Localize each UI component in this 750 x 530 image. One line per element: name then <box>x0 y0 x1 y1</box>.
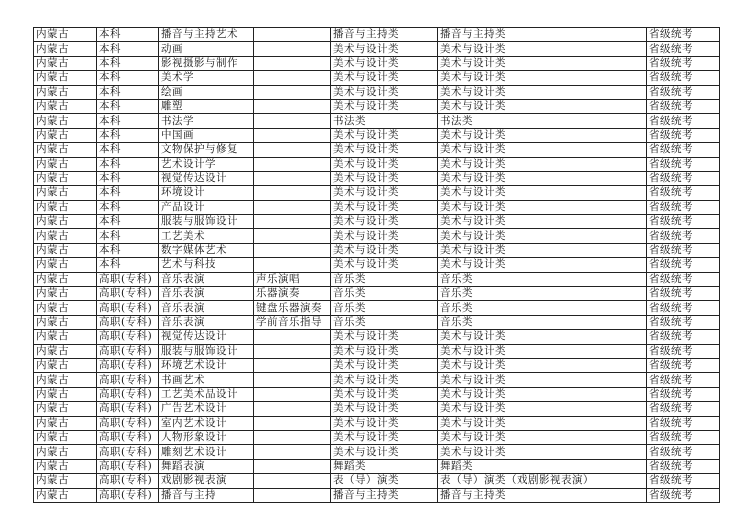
category-cell: 播音与主持类 <box>331 488 438 502</box>
level-cell: 高职(专科) <box>97 459 159 473</box>
level-cell: 高职(专科) <box>97 301 159 315</box>
major-cell: 服装与服饰设计 <box>159 215 254 229</box>
level-cell: 高职(专科) <box>97 287 159 301</box>
direction-cell <box>254 71 331 85</box>
table-row <box>34 459 720 473</box>
level-cell: 本科 <box>97 56 159 70</box>
province-cell: 内蒙古 <box>34 301 97 315</box>
exam-type-cell: 省级统考 <box>647 430 720 444</box>
table-row <box>34 128 720 142</box>
level-cell: 本科 <box>97 71 159 85</box>
table-row <box>34 402 720 416</box>
admissions-table <box>33 27 720 503</box>
category-cell: 美术与设计类 <box>331 157 438 171</box>
major-cell: 服装与服饰设计 <box>159 344 254 358</box>
exam-category-cell: 美术与设计类 <box>438 200 647 214</box>
major-cell: 室内艺术设计 <box>159 416 254 430</box>
category-cell: 音乐类 <box>331 287 438 301</box>
province-cell: 内蒙古 <box>34 258 97 272</box>
exam-category-cell: 美术与设计类 <box>438 358 647 372</box>
level-cell: 本科 <box>97 28 159 42</box>
level-cell: 本科 <box>97 258 159 272</box>
province-cell: 内蒙古 <box>34 114 97 128</box>
major-cell: 视觉传达设计 <box>159 171 254 185</box>
major-cell: 书画艺术 <box>159 373 254 387</box>
category-cell: 美术与设计类 <box>331 330 438 344</box>
direction-cell <box>254 387 331 401</box>
table-row <box>34 330 720 344</box>
table-row <box>34 301 720 315</box>
direction-cell: 键盘乐器演奏 <box>254 301 331 315</box>
province-cell: 内蒙古 <box>34 344 97 358</box>
province-cell: 内蒙古 <box>34 272 97 286</box>
province-cell: 内蒙古 <box>34 358 97 372</box>
direction-cell <box>254 488 331 502</box>
province-cell: 内蒙古 <box>34 143 97 157</box>
direction-cell <box>254 344 331 358</box>
province-cell: 内蒙古 <box>34 330 97 344</box>
category-cell: 美术与设计类 <box>331 402 438 416</box>
table-row <box>34 157 720 171</box>
table-row <box>34 358 720 372</box>
level-cell: 本科 <box>97 114 159 128</box>
category-cell: 美术与设计类 <box>331 258 438 272</box>
table-row <box>34 430 720 444</box>
direction-cell <box>254 258 331 272</box>
direction-cell <box>254 416 331 430</box>
major-cell: 中国画 <box>159 128 254 142</box>
exam-type-cell: 省级统考 <box>647 56 720 70</box>
level-cell: 本科 <box>97 186 159 200</box>
province-cell: 内蒙古 <box>34 186 97 200</box>
exam-type-cell: 省级统考 <box>647 301 720 315</box>
exam-type-cell: 省级统考 <box>647 85 720 99</box>
direction-cell <box>254 373 331 387</box>
major-cell: 舞蹈表演 <box>159 459 254 473</box>
direction-cell <box>254 114 331 128</box>
exam-category-cell: 美术与设计类 <box>438 243 647 257</box>
exam-type-cell: 省级统考 <box>647 215 720 229</box>
category-cell: 美术与设计类 <box>331 358 438 372</box>
level-cell: 高职(专科) <box>97 344 159 358</box>
table-row <box>34 287 720 301</box>
exam-category-cell: 美术与设计类 <box>438 99 647 113</box>
exam-type-cell: 省级统考 <box>647 243 720 257</box>
direction-cell <box>254 186 331 200</box>
table-row <box>34 373 720 387</box>
exam-category-cell: 音乐类 <box>438 287 647 301</box>
category-cell: 播音与主持类 <box>331 28 438 42</box>
table-row <box>34 229 720 243</box>
level-cell: 高职(专科) <box>97 387 159 401</box>
category-cell: 音乐类 <box>331 315 438 329</box>
exam-type-cell: 省级统考 <box>647 315 720 329</box>
level-cell: 本科 <box>97 85 159 99</box>
direction-cell <box>254 330 331 344</box>
major-cell: 文物保护与修复 <box>159 143 254 157</box>
category-cell: 美术与设计类 <box>331 243 438 257</box>
province-cell: 内蒙古 <box>34 56 97 70</box>
level-cell: 本科 <box>97 171 159 185</box>
province-cell: 内蒙古 <box>34 430 97 444</box>
major-cell: 艺术与科技 <box>159 258 254 272</box>
level-cell: 本科 <box>97 143 159 157</box>
level-cell: 高职(专科) <box>97 358 159 372</box>
major-cell: 美术学 <box>159 71 254 85</box>
major-cell: 环境设计 <box>159 186 254 200</box>
table-row <box>34 344 720 358</box>
province-cell: 内蒙古 <box>34 243 97 257</box>
table-row <box>34 200 720 214</box>
exam-category-cell: 音乐类 <box>438 315 647 329</box>
exam-category-cell: 美术与设计类 <box>438 229 647 243</box>
table-row <box>34 258 720 272</box>
exam-type-cell: 省级统考 <box>647 171 720 185</box>
exam-type-cell: 省级统考 <box>647 28 720 42</box>
major-cell: 数字媒体艺术 <box>159 243 254 257</box>
category-cell: 美术与设计类 <box>331 215 438 229</box>
exam-type-cell: 省级统考 <box>647 416 720 430</box>
province-cell: 内蒙古 <box>34 71 97 85</box>
exam-type-cell: 省级统考 <box>647 42 720 56</box>
level-cell: 本科 <box>97 215 159 229</box>
exam-type-cell: 省级统考 <box>647 474 720 488</box>
exam-category-cell: 美术与设计类 <box>438 128 647 142</box>
exam-type-cell: 省级统考 <box>647 229 720 243</box>
exam-category-cell: 美术与设计类 <box>438 215 647 229</box>
table-row <box>34 171 720 185</box>
level-cell: 本科 <box>97 99 159 113</box>
level-cell: 本科 <box>97 157 159 171</box>
level-cell: 高职(专科) <box>97 445 159 459</box>
exam-category-cell: 美术与设计类 <box>438 186 647 200</box>
province-cell: 内蒙古 <box>34 215 97 229</box>
category-cell: 美术与设计类 <box>331 200 438 214</box>
province-cell: 内蒙古 <box>34 387 97 401</box>
exam-category-cell: 美术与设计类 <box>438 330 647 344</box>
exam-category-cell: 美术与设计类 <box>438 56 647 70</box>
direction-cell <box>254 200 331 214</box>
direction-cell <box>254 358 331 372</box>
exam-type-cell: 省级统考 <box>647 272 720 286</box>
direction-cell <box>254 157 331 171</box>
exam-category-cell: 美术与设计类 <box>438 143 647 157</box>
table-row <box>34 28 720 42</box>
table-row <box>34 143 720 157</box>
major-cell: 播音与主持艺术 <box>159 28 254 42</box>
exam-type-cell: 省级统考 <box>647 287 720 301</box>
direction-cell <box>254 28 331 42</box>
province-cell: 内蒙古 <box>34 200 97 214</box>
exam-type-cell: 省级统考 <box>647 258 720 272</box>
direction-cell <box>254 171 331 185</box>
exam-type-cell: 省级统考 <box>647 128 720 142</box>
major-cell: 绘画 <box>159 85 254 99</box>
category-cell: 美术与设计类 <box>331 229 438 243</box>
exam-type-cell: 省级统考 <box>647 186 720 200</box>
major-cell: 工艺美术品设计 <box>159 387 254 401</box>
category-cell: 美术与设计类 <box>331 71 438 85</box>
exam-category-cell: 美术与设计类 <box>438 71 647 85</box>
exam-type-cell: 省级统考 <box>647 157 720 171</box>
exam-category-cell: 舞蹈类 <box>438 459 647 473</box>
direction-cell <box>254 459 331 473</box>
table-body <box>34 28 720 503</box>
exam-category-cell: 播音与主持类 <box>438 28 647 42</box>
major-cell: 视觉传达设计 <box>159 330 254 344</box>
major-cell: 书法学 <box>159 114 254 128</box>
exam-type-cell: 省级统考 <box>647 373 720 387</box>
major-cell: 动画 <box>159 42 254 56</box>
direction-cell <box>254 56 331 70</box>
province-cell: 内蒙古 <box>34 416 97 430</box>
category-cell: 音乐类 <box>331 272 438 286</box>
province-cell: 内蒙古 <box>34 373 97 387</box>
category-cell: 美术与设计类 <box>331 99 438 113</box>
direction-cell: 学前音乐指导 <box>254 315 331 329</box>
major-cell: 音乐表演 <box>159 272 254 286</box>
level-cell: 高职(专科) <box>97 330 159 344</box>
category-cell: 表（导）演类 <box>331 474 438 488</box>
category-cell: 美术与设计类 <box>331 171 438 185</box>
exam-category-cell: 美术与设计类 <box>438 387 647 401</box>
exam-category-cell: 美术与设计类 <box>438 344 647 358</box>
category-cell: 美术与设计类 <box>331 42 438 56</box>
level-cell: 高职(专科) <box>97 488 159 502</box>
exam-type-cell: 省级统考 <box>647 488 720 502</box>
level-cell: 本科 <box>97 243 159 257</box>
direction-cell <box>254 215 331 229</box>
province-cell: 内蒙古 <box>34 157 97 171</box>
major-cell: 音乐表演 <box>159 301 254 315</box>
category-cell: 美术与设计类 <box>331 445 438 459</box>
major-cell: 雕刻艺术设计 <box>159 445 254 459</box>
level-cell: 高职(专科) <box>97 315 159 329</box>
exam-type-cell: 省级统考 <box>647 114 720 128</box>
category-cell: 美术与设计类 <box>331 373 438 387</box>
province-cell: 内蒙古 <box>34 287 97 301</box>
table-row <box>34 42 720 56</box>
exam-type-cell: 省级统考 <box>647 143 720 157</box>
category-cell: 美术与设计类 <box>331 344 438 358</box>
exam-category-cell: 美术与设计类 <box>438 85 647 99</box>
direction-cell <box>254 128 331 142</box>
level-cell: 本科 <box>97 200 159 214</box>
major-cell: 雕塑 <box>159 99 254 113</box>
level-cell: 本科 <box>97 229 159 243</box>
category-cell: 美术与设计类 <box>331 143 438 157</box>
table-row <box>34 56 720 70</box>
level-cell: 本科 <box>97 42 159 56</box>
category-cell: 书法类 <box>331 114 438 128</box>
major-cell: 艺术设计学 <box>159 157 254 171</box>
level-cell: 高职(专科) <box>97 373 159 387</box>
category-cell: 美术与设计类 <box>331 128 438 142</box>
table-row <box>34 85 720 99</box>
table-row <box>34 272 720 286</box>
direction-cell <box>254 143 331 157</box>
exam-category-cell: 美术与设计类 <box>438 416 647 430</box>
exam-type-cell: 省级统考 <box>647 358 720 372</box>
exam-category-cell: 美术与设计类 <box>438 258 647 272</box>
province-cell: 内蒙古 <box>34 85 97 99</box>
province-cell: 内蒙古 <box>34 488 97 502</box>
table-row <box>34 387 720 401</box>
exam-type-cell: 省级统考 <box>647 387 720 401</box>
major-cell: 影视摄影与制作 <box>159 56 254 70</box>
category-cell: 美术与设计类 <box>331 85 438 99</box>
table-row <box>34 474 720 488</box>
direction-cell <box>254 42 331 56</box>
direction-cell <box>254 445 331 459</box>
major-cell: 播音与主持 <box>159 488 254 502</box>
exam-category-cell: 美术与设计类 <box>438 445 647 459</box>
category-cell: 美术与设计类 <box>331 416 438 430</box>
province-cell: 内蒙古 <box>34 171 97 185</box>
table-row <box>34 243 720 257</box>
exam-type-cell: 省级统考 <box>647 99 720 113</box>
province-cell: 内蒙古 <box>34 402 97 416</box>
table-row <box>34 315 720 329</box>
major-cell: 人物形象设计 <box>159 430 254 444</box>
category-cell: 舞蹈类 <box>331 459 438 473</box>
exam-type-cell: 省级统考 <box>647 445 720 459</box>
category-cell: 音乐类 <box>331 301 438 315</box>
province-cell: 内蒙古 <box>34 459 97 473</box>
major-cell: 戏剧影视表演 <box>159 474 254 488</box>
exam-category-cell: 音乐类 <box>438 272 647 286</box>
table-row <box>34 71 720 85</box>
province-cell: 内蒙古 <box>34 445 97 459</box>
major-cell: 产品设计 <box>159 200 254 214</box>
level-cell: 高职(专科) <box>97 416 159 430</box>
table-row <box>34 114 720 128</box>
exam-type-cell: 省级统考 <box>647 200 720 214</box>
level-cell: 本科 <box>97 128 159 142</box>
province-cell: 内蒙古 <box>34 229 97 243</box>
category-cell: 美术与设计类 <box>331 186 438 200</box>
exam-type-cell: 省级统考 <box>647 459 720 473</box>
level-cell: 高职(专科) <box>97 402 159 416</box>
exam-category-cell: 美术与设计类 <box>438 373 647 387</box>
exam-category-cell: 美术与设计类 <box>438 430 647 444</box>
exam-category-cell: 美术与设计类 <box>438 171 647 185</box>
province-cell: 内蒙古 <box>34 28 97 42</box>
exam-type-cell: 省级统考 <box>647 402 720 416</box>
direction-cell: 声乐演唱 <box>254 272 331 286</box>
category-cell: 美术与设计类 <box>331 430 438 444</box>
direction-cell <box>254 402 331 416</box>
major-cell: 环境艺术设计 <box>159 358 254 372</box>
province-cell: 内蒙古 <box>34 474 97 488</box>
major-cell: 工艺美术 <box>159 229 254 243</box>
table-row <box>34 99 720 113</box>
category-cell: 美术与设计类 <box>331 56 438 70</box>
level-cell: 高职(专科) <box>97 474 159 488</box>
direction-cell <box>254 243 331 257</box>
major-cell: 音乐表演 <box>159 315 254 329</box>
direction-cell <box>254 229 331 243</box>
exam-category-cell: 播音与主持类 <box>438 488 647 502</box>
exam-type-cell: 省级统考 <box>647 344 720 358</box>
direction-cell <box>254 474 331 488</box>
province-cell: 内蒙古 <box>34 99 97 113</box>
exam-type-cell: 省级统考 <box>647 330 720 344</box>
exam-category-cell: 美术与设计类 <box>438 157 647 171</box>
exam-category-cell: 表（导）演类（戏剧影视表演） <box>438 474 647 488</box>
level-cell: 高职(专科) <box>97 430 159 444</box>
direction-cell: 乐器演奏 <box>254 287 331 301</box>
major-cell: 音乐表演 <box>159 287 254 301</box>
province-cell: 内蒙古 <box>34 42 97 56</box>
exam-category-cell: 书法类 <box>438 114 647 128</box>
exam-category-cell: 音乐类 <box>438 301 647 315</box>
table-row <box>34 445 720 459</box>
category-cell: 美术与设计类 <box>331 387 438 401</box>
table-row <box>34 416 720 430</box>
table-row <box>34 186 720 200</box>
exam-category-cell: 美术与设计类 <box>438 402 647 416</box>
province-cell: 内蒙古 <box>34 315 97 329</box>
level-cell: 高职(专科) <box>97 272 159 286</box>
direction-cell <box>254 85 331 99</box>
exam-category-cell: 美术与设计类 <box>438 42 647 56</box>
exam-type-cell: 省级统考 <box>647 71 720 85</box>
table-row <box>34 488 720 502</box>
table-row <box>34 215 720 229</box>
direction-cell <box>254 99 331 113</box>
major-cell: 广告艺术设计 <box>159 402 254 416</box>
province-cell: 内蒙古 <box>34 128 97 142</box>
direction-cell <box>254 430 331 444</box>
